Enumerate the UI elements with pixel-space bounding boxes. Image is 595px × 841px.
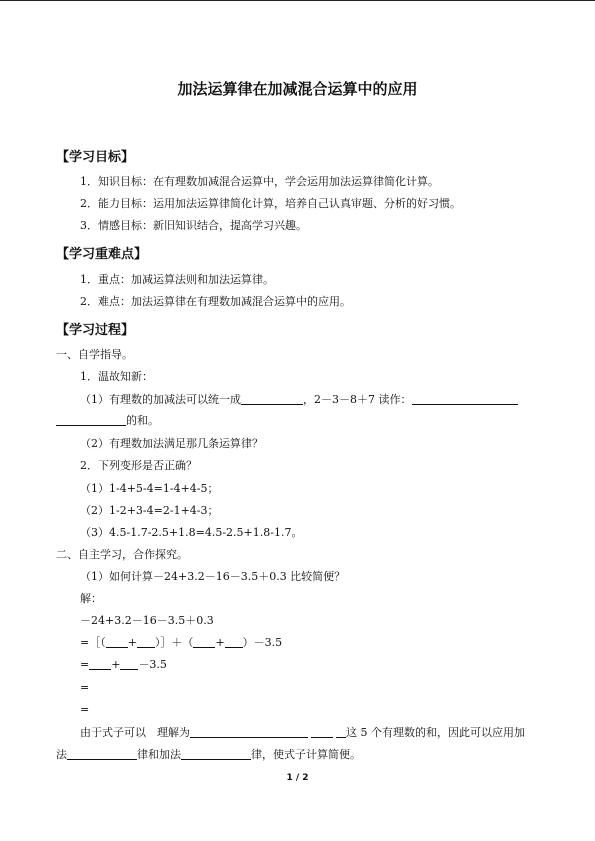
step-3-part: －3.5 [138, 658, 167, 671]
question-1-middle: ，2－3－8＋7 读作： [303, 393, 412, 406]
solution-step-4: = [80, 681, 90, 694]
conclusion-line-2 [56, 748, 361, 762]
step-2-part: + [127, 636, 137, 649]
review-heading: 1．温故知新： [80, 370, 153, 383]
question-1-continuation [56, 414, 159, 428]
question-1-line [80, 393, 518, 407]
answer-blank[interactable] [225, 636, 243, 648]
key-point-item-1: 1．重点：加减运算法则和加法运算律。 [80, 273, 274, 286]
answer-blank[interactable] [336, 726, 346, 738]
step-2-part: + [215, 636, 225, 649]
check-heading: 2．下列变形是否正确？ [80, 459, 197, 472]
goal-item-2: 2．能力目标：运用加法运算律简化计算，培养自己认真审题、分析的好习惯。 [80, 197, 461, 210]
solution-step-2 [80, 636, 282, 650]
step-2-part: ）］＋（ [154, 636, 194, 649]
key-point-item-2: 2．难点：加法运算律在有理数加减混合运算中的应用。 [80, 295, 351, 308]
solution-step-5: = [80, 703, 90, 716]
check-item-3: （3）4.5-1.7-2.5+1.8=4.5-2.5+1.8-1.7。 [80, 526, 303, 539]
answer-blank[interactable] [137, 636, 155, 648]
question-2: （2）有理数加法满足那几条运算律？ [80, 437, 263, 450]
step-3-part: = [80, 658, 90, 671]
answer-blank[interactable] [56, 414, 126, 426]
answer-blank[interactable] [106, 636, 128, 648]
problem-statement: （1）如何计算－24+3.2－16－3.5＋0.3 比较简便？ [80, 570, 346, 583]
section-heading-goals: 【学习目标】 [56, 150, 135, 165]
answer-blank[interactable] [89, 658, 111, 670]
page-number: 1 / 2 [286, 773, 309, 783]
check-item-2: （2）1-2+3-4=2-1+4-3； [80, 504, 219, 517]
conclusion-text: 律和加法 [137, 748, 181, 761]
answer-blank[interactable] [120, 658, 138, 670]
conclusion-line-1 [80, 726, 525, 740]
goal-item-3: 3．情感目标：新旧知识结合，提高学习兴趣。 [80, 219, 307, 232]
part1-heading: 一、自学指导。 [56, 348, 133, 361]
step-3-part: + [111, 658, 121, 671]
part2-heading: 二、自主学习，合作探究。 [56, 548, 188, 561]
page-top-border [0, 0, 595, 1]
conclusion-text: 法 [56, 748, 67, 761]
answer-blank[interactable] [181, 748, 251, 760]
page-title: 加法运算律在加减混合运算中的应用 [177, 80, 418, 98]
answer-blank[interactable] [311, 726, 333, 738]
step-2-part: =［（ [80, 636, 106, 649]
section-heading-key-points: 【学习重难点】 [56, 247, 148, 262]
answer-blank[interactable] [412, 393, 518, 405]
step-2-part: ）－3.5 [242, 636, 283, 649]
solution-step-1: －24+3.2－16－3.5＋0.3 [80, 614, 214, 627]
conclusion-text: 律，使式子计算简便。 [251, 748, 361, 761]
question-1-suffix: 的和。 [126, 414, 159, 427]
conclusion-text: 这 5 个有理数的和，因此可以应用加 [346, 726, 525, 739]
answer-blank[interactable] [241, 393, 303, 405]
answer-blank[interactable] [67, 748, 137, 760]
answer-blank[interactable] [190, 726, 308, 738]
solution-step-3 [80, 658, 167, 672]
section-heading-process: 【学习过程】 [56, 323, 135, 338]
check-item-1: （1）1-4+5-4=1-4+4-5； [80, 482, 219, 495]
question-1-prefix: （1）有理数的加减法可以统一成 [80, 393, 241, 406]
conclusion-text: 由于式子可以 理解为 [80, 726, 190, 739]
answer-blank[interactable] [193, 636, 215, 648]
goal-item-1: 1．知识目标：在有理数加减混合运算中，学会运用加法运算律简化计算。 [80, 175, 439, 188]
solution-label: 解： [80, 592, 102, 605]
